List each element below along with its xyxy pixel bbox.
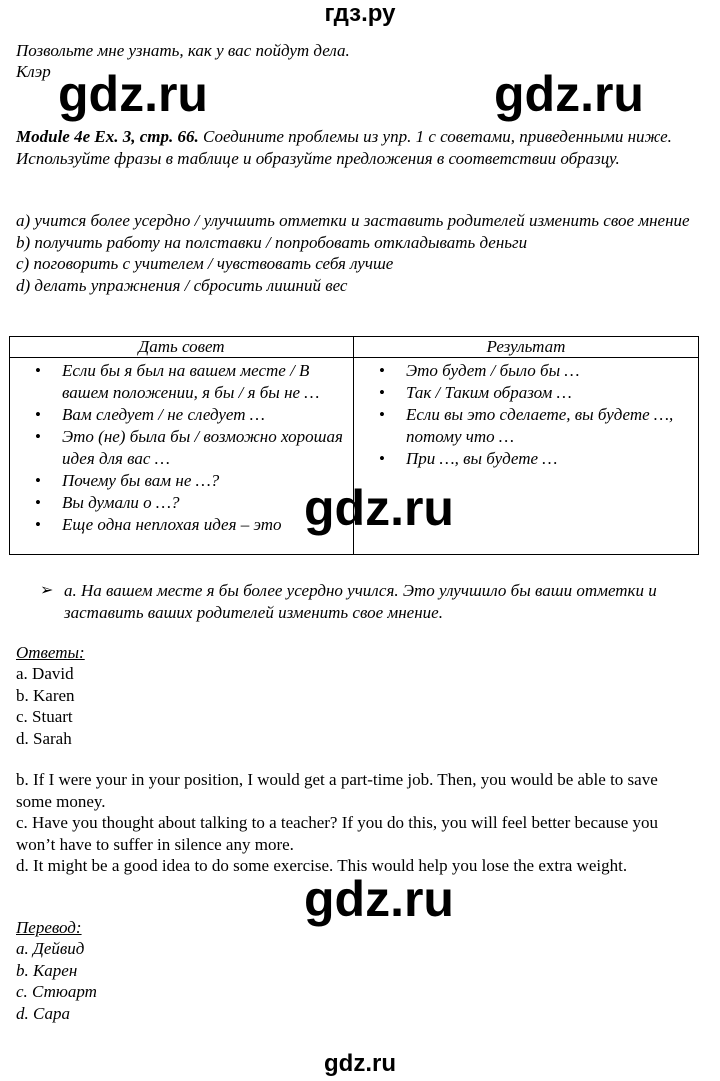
result-phrase: • При …, вы будете … [406, 448, 698, 470]
task-heading: Module 4e Ex. 3, стр. 66. [16, 127, 199, 146]
arrow-bullet-icon: ➢ [40, 582, 54, 599]
watermark: gdz.ru [58, 66, 208, 122]
answers-list [16, 663, 75, 749]
answer-sentences [16, 769, 696, 877]
letter-signature: Клэр [16, 62, 51, 81]
task-item: a) учится более усердно / улучшить отметки и заставить родителей изменить свое мнение [16, 211, 690, 230]
answer-item: d. Sarah [16, 728, 72, 748]
example-sentence: a. На вашем месте я бы более усердно учился. Это улучшило бы ваши отметки и заставить ваших родителей изменить свое мнение. [64, 581, 657, 622]
advice-phrase: • Вы думали о …? [62, 492, 353, 514]
advice-phrase: • Это (не) была бы / возможно хорошая идея для вас … [62, 426, 353, 470]
result-column-header: Результат [354, 337, 699, 358]
task-instruction: Соедините проблемы из упр. 1 с советами, приведенными ниже. Используйте фразы в таблице и образуйте предложения в соответствии образцу. [16, 127, 672, 168]
answers-heading: Ответы: [16, 643, 85, 662]
task-block [16, 126, 706, 169]
watermark: gdz.ru [304, 871, 454, 927]
answer-sentence: c. Have you thought about talking to a teacher? If you do this, you will feel better because you won’t have to suffer in silence any more. [16, 813, 659, 854]
advice-phrase: • Почему бы вам не …? [62, 470, 353, 492]
result-phrase: • Так / Таким образом … [406, 382, 698, 404]
task-item: b) получить работу на полставки / попробовать откладывать деньги [16, 232, 528, 252]
translation-item: d. Сара [16, 1003, 70, 1023]
task-item: c) поговорить с учителем / чувствовать себя лучше [16, 254, 394, 273]
task-item: d) делать упражнения / сбросить лишний вес [16, 275, 348, 295]
task-items [16, 210, 706, 296]
answer-item: c. Stuart [16, 707, 73, 726]
answer-sentence: d. It might be a good idea to do some exercise. This would help you lose the extra weight. [16, 856, 628, 875]
translation-item: b. Карен [16, 960, 78, 980]
watermark: gdz.ru [304, 480, 454, 536]
advice-phrase: • Вам следует / не следует … [62, 404, 353, 426]
translation-heading: Перевод: [16, 918, 82, 937]
advice-column [10, 358, 354, 555]
result-phrase: • Это будет / было бы … [406, 360, 698, 382]
site-footer-title[interactable]: gdz.ru [324, 1050, 396, 1077]
translation-item: c. Стюарт [16, 982, 97, 1001]
site-header-title[interactable]: гдз.ру [324, 0, 396, 27]
advice-column-header: Дать совет [10, 337, 354, 358]
advice-phrase: • Еще одна неплохая идея – это [62, 514, 353, 536]
translation-list [16, 938, 97, 1024]
answer-item: a. David [16, 664, 74, 683]
watermark: gdz.ru [494, 66, 644, 122]
letter-closing-line: Позвольте мне узнать, как у вас пойдут дела. [16, 41, 350, 60]
result-phrase: • Если вы это сделаете, вы будете …, потому что … [406, 404, 698, 448]
answer-sentence: b. If I were your in your position, I would get a part-time job. Then, you would be able to save some money. [16, 770, 658, 811]
advice-phrase: • Если бы я был на вашем месте / В вашем положении, я бы / я бы не … [62, 360, 353, 404]
answer-item: b. Karen [16, 685, 75, 705]
translation-item: a. Дейвид [16, 939, 85, 958]
